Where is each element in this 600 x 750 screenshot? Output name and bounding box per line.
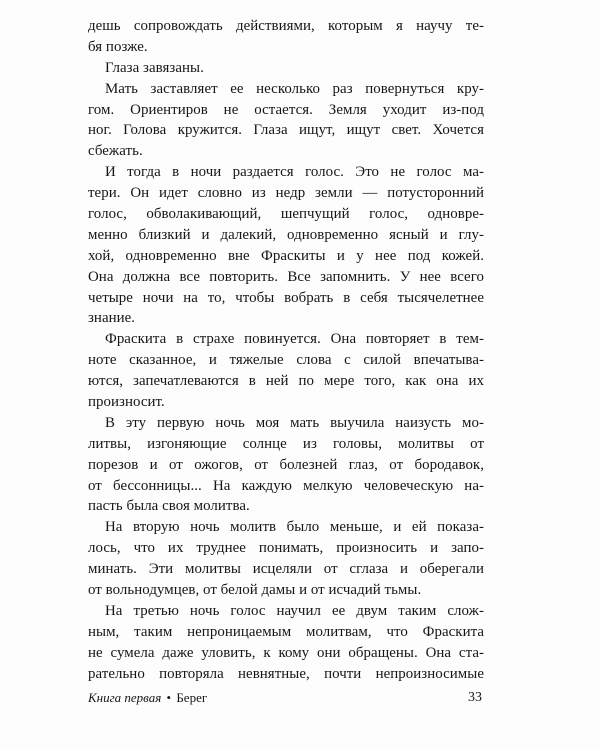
text-line: лось, что их труднее понимать, произносить и запо-	[88, 540, 484, 557]
text-line: четыре ночи на то, чтобы вобрать в себя тысячелетнее	[88, 289, 484, 306]
text-line: Мать заставляет ее несколько раз повернуться кру-	[105, 80, 484, 97]
text-line: хой, одновременно вне Фраскиты и у нее под кожей.	[88, 247, 484, 264]
footer-part-title: Берег	[176, 690, 208, 705]
text-line: голос, обволакивающий, шепчущий голос, одновре-	[88, 206, 484, 223]
text-line: минать. Эти молитвы исцеляли от сглаза и оберегали	[88, 561, 484, 578]
text-line: Она должна все повторить. Все запомнить. У нее всего	[88, 268, 484, 285]
text-line: ются, запечатлеваются в ней по мере того, как она их	[88, 373, 484, 390]
text-line: менно близкий и далекий, одновременно ясный и глу-	[88, 226, 484, 243]
text-line: знание.	[88, 310, 136, 327]
text-line: сбежать.	[88, 143, 143, 160]
text-line: дешь сопровождать действиями, которым я научу те-	[88, 18, 484, 34]
text-line: И тогда в ночи раздается голос. Это не голос ма-	[105, 164, 484, 181]
body-text	[88, 16, 484, 685]
text-line: гом. Ориентиров не остается. Земля уходит из-под	[88, 101, 484, 118]
running-footer	[88, 690, 484, 712]
text-line: от бессонницы... На каждую мелкую человеческую на-	[88, 477, 484, 494]
text-line: В эту первую ночь моя мать выучила наизусть мо-	[105, 414, 484, 431]
footer-book-title: Книга первая	[88, 690, 162, 705]
text-line: бя позже.	[88, 38, 148, 55]
text-line: не сумела даже уловить, к кому они обращены. Она ста-	[88, 644, 484, 661]
text-line: тери. Он идет словно из недр земли — потусторонний	[88, 185, 484, 202]
text-line: рательно повторяла невнятные, почти непроизносимые	[88, 665, 484, 682]
page-number: 33	[468, 690, 482, 705]
text-line: ноте сказанное, и тяжелые слова с силой впечатыва-	[88, 352, 484, 369]
text-line: ным, таким непроницаемым молитвам, что Фраскита	[88, 623, 484, 640]
text-line: Глаза завязаны.	[105, 59, 204, 76]
text-line: На третью ночь голос научил ее двум таким слож-	[105, 602, 484, 619]
text-line: порезов и от ожогов, от болезней глаз, от бородавок,	[88, 456, 484, 473]
text-line: литвы, изгоняющие солнце из головы, молитвы от	[88, 435, 484, 452]
text-line: ног. Голова кружится. Глаза ищут, ищут свет. Хочется	[88, 122, 484, 139]
text-line: пасть была своя молитва.	[88, 498, 250, 515]
text-line: Фраскита в страхе повинуется. Она повторяет в тем-	[105, 331, 484, 348]
text-line: произносит.	[88, 394, 165, 411]
footer-separator: •	[166, 690, 172, 705]
footer-title	[88, 690, 207, 706]
text-line: На вторую ночь молитв было меньше, и ей показа-	[105, 519, 484, 536]
text-line: от вольнодумцев, от белой дамы и от исчадий тьмы.	[88, 582, 422, 599]
